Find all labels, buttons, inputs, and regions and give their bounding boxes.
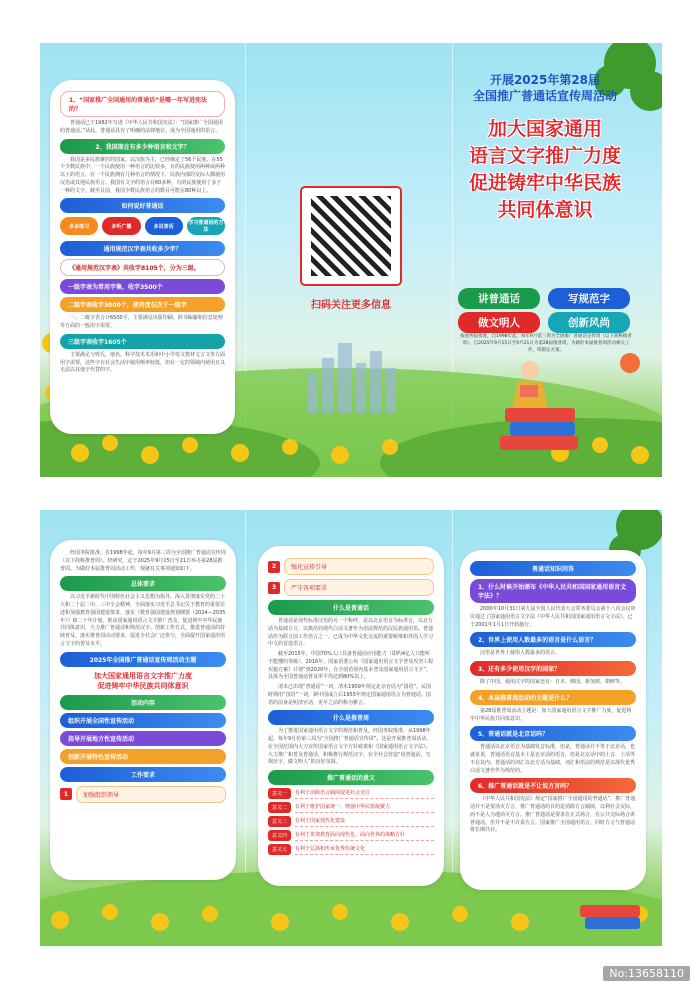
body-text: 普通话是现代标准汉语的另一个称呼，是以北京语音为标准音，以北方话为基础方言，以典范的现代白话文著作为语法规范的汉民族通用语。普通话作为联合国工作语言之一，已成为中华文化交流的重要桥梁和外国人学习中文的首选语言。 [268, 618, 434, 648]
requirement-label: 加强组织领导 [76, 786, 226, 803]
answer-text: 主要满足与姓氏、地名、科学技术术语和中小学语文教材文言文等方面用字需要，这些字在社会生活中使用频率较低，但在一定的领域内使用且又无法以其他字代替的字。 [60, 351, 226, 374]
section-heading: 推广普通话的意义 [268, 770, 434, 785]
requirement-row [268, 579, 434, 596]
question-heading: 1、什么时候开始颁布《中华人民共和国国家通用语言文字法》？ [470, 579, 636, 603]
activity-item: 指导开展地方性宣传活动 [60, 731, 226, 746]
method-tags [60, 217, 225, 235]
question-heading: 5、普通话就是北京话吗？ [470, 726, 636, 741]
panel-qa-card [50, 80, 235, 434]
section-heading: 如何说好普通话 [60, 198, 225, 213]
slogan-badge: 写规范字 [548, 288, 630, 309]
cover-subtitle-line: 全国推广普通话宣传周活动 [472, 89, 617, 104]
significance-tag: 意义二 [268, 802, 291, 813]
significance-tag: 意义五 [268, 844, 291, 855]
significance-tag: 意义四 [268, 830, 291, 841]
theme-text [60, 671, 226, 691]
slogan-badge: 创新风尚 [548, 312, 630, 333]
number-badge: 3 [268, 582, 280, 594]
cover-subtitle [428, 72, 662, 104]
slogan-badge: 做文明人 [458, 312, 540, 333]
section-heading: 总体要求 [60, 576, 226, 591]
activity-item: 创新开展特色宣传活动 [60, 749, 226, 764]
question-heading: 2、世界上使用人数最多的语言是什么语言？ [470, 632, 636, 647]
body-text: 以习近平新时代中国特色社会主义思想为指导，深入贯彻落实党的二十大和二十届二中、三中全会精神，全面落实习近平总书记关于教育的重要论述和加强教育强国建设要求，落实《教育强国建设规划纲要（2024—2035年）》和二十年计划，推动国家通用语言文字推广普及。促进铸牢中华民族共同体意识，大力推广普通话和规范汉字。创新工作方式，推进普通话的持续普及。落实推普周活动要求，促进全社会广泛参与，全面提升国家通用语言文字的普及水平。 [60, 594, 226, 647]
cover-title-line: 语言文字推广力度 [468, 144, 621, 167]
theme-line: 加大国家通用语言文字推广力度 [94, 671, 192, 680]
method-tag: 多说普话 [145, 217, 183, 235]
question-heading: 6、推广普通话就是不让说方言吗？ [470, 778, 636, 793]
answer-text: 普通话已于1982年写进《中华人民共和国宪法》：“国家推广全国通用的普通话。”从此，普通话具有了明确的法律地位，成为全国通用的语言。 [60, 120, 223, 134]
method-tag: 多听广播 [102, 217, 140, 235]
significance-row [268, 830, 434, 841]
question-heading: 通用规范汉字表共收多少字？ [60, 241, 225, 256]
qr-caption: 扫码关注更多信息 [311, 300, 391, 311]
cover-title-line: 共同体意识 [497, 198, 593, 221]
significance-text: 有利于维护国家统一、增强中华民族凝聚力 [295, 803, 434, 813]
significance-row [268, 788, 434, 799]
cover-title-line: 加大国家通用 [487, 118, 602, 140]
panel-notice-card [50, 540, 236, 880]
answer-text: 一、二级字表合计6500字，主要满足出版印刷、辞书编纂和信息处理等方面的一般用字需要。 [60, 315, 223, 329]
section-heading: 什么是普通话 [268, 600, 434, 615]
method-tag: 多多练习 [60, 217, 98, 235]
significance-text: 有利于贯彻教育面向现代化、面向世界的战略方针 [295, 831, 434, 841]
answer-text: 第28届推普周活动主题是：加大国家通用语言文字推广力度，促进铸牢中华民族共同体意识。 [470, 707, 632, 722]
intro-text: 经国务院批准，自1998年起，每年9月第三周为全国推广普通话宣传周（以下简称推普周）。经研究，定于2025年9月15日至21日举办第28届推普周。为做好本届推普周活动工作，现就有关事项通知如下。 [60, 550, 226, 572]
section-heading: 2025年全国推广普通话宣传周活动主题 [60, 652, 226, 667]
question-heading: 1、“国家推广全国通用的普通话”是哪一年写进宪法的？ [60, 91, 225, 117]
significance-tag: 意义三 [268, 816, 291, 827]
significance-row [268, 816, 434, 827]
question-heading: 4、本届推普周活动的主题是什么？ [470, 690, 636, 705]
number-badge: 2 [268, 561, 280, 573]
body-text: 清末已出现“普通话”一词，清末1909年规定北京官话为“国语”，民国时期用“国语”一词，新中国成立后1955年规定国家通用语言为普通话。国语的前身是明清官话，更早之前的称为雅言。 [268, 684, 432, 706]
level-one: 一级字表为常用字集，收字3500个 [60, 279, 225, 294]
significance-text: 有利于国家现代化建设 [295, 817, 434, 827]
answer-text: 除了中国，使用汉字的国家还有：日本、韩国、新加坡、朝鲜等。 [480, 679, 626, 685]
answer-text: 《通用规范汉字表》共收字8105个，分为三级。 [60, 259, 225, 276]
cover-note: 按国务院批准，自1998年起，每年9月第三周为全国推广普通话宣传周（以下简称推普周）。自2025年9月15日至9月21日为第28届推普周，为做好本届推普周活动相关工作，特制定方案。 [460, 334, 632, 353]
body-text: 为了推进国家通用语言文字的规范和普及，经国务院批准，从1998年起，每年9月份第三周为“全国推广普通话宣传周”。这是开展推普周活动，在全国范围内大力宣传国家语言文字方针政策和《国家通用语言文字法》，大力推广和普及普通话，积极推行规范汉字，在全社会营造“说普通话，写规范字，做文明人”的良好氛围。 [268, 728, 432, 766]
significance-tag: 意义一 [268, 788, 291, 799]
method-tag: 学习普通话的方法 [187, 217, 225, 235]
requirement-row [268, 558, 434, 575]
activity-item: 组织开展全国性宣传活动 [60, 713, 226, 728]
question-heading: 2、我国现在有多少种语言和文字？ [60, 139, 225, 154]
number-badge: 1 [60, 788, 72, 800]
section-heading: 活动内容 [60, 695, 226, 710]
answer-text: 2000年10月31日第九届全国人民代表大会常务委员会第十八次会议审议通过了国家通用语言文字法《中华人民共和国国家通用语言文字法》，已于2001年1月1日开始施行。 [470, 606, 636, 628]
section-heading: 工作要求 [60, 767, 226, 782]
body-text: 截至2015年，中国70%人口具备普通话应用能力（即约4亿人只能听不能懂的等级）。2016年，国家语委公布《国家通用语言文字普及攻坚工程实施方案》计划“到2020年，在全国范围内基本普及国家通用语言文字”，具体为全国普通话普及率平均达到80%以上。 [268, 651, 434, 681]
watermark: No:13658110 [603, 966, 690, 981]
significance-text: 有利于消除语言隔阂促进社会交往 [295, 789, 434, 799]
significance-row [268, 802, 434, 813]
answer-text: 普通话以北京语音为基础发音标准，但是，普通话并不等于北京话。也就是说，普通话语音基本上是北京话的语音，但是北京话中的土音、土话等不在其内。普通话的词汇以北方话为基础，词汇和语法的规范是以现代优秀白话文著作作为规范的。 [470, 744, 636, 774]
question-heading: 3、还有多少使用汉字的国家？ [470, 661, 636, 676]
section-heading: 普通话知识问答 [470, 561, 636, 576]
answer-text: 《中华人民共和国宪法》规定“国家推广全国通用的普通话”，推广普通话并不是要消灭方言，推广普通话的目的是消除方言隔阂，以利社会交际，而不是人为地消灭方言。推广普通话是要求在正式场合，在公共交际场合讲普通话，但并不是不许说方言。国家推广全国通用语言，同时方言与普通话将长期共存。 [470, 796, 636, 834]
cover-title-line: 促进铸牢中华民族 [468, 171, 621, 194]
significance-text: 有利于弘扬和传承优秀传统文化 [295, 845, 434, 855]
panel-quiz-card [460, 550, 646, 890]
requirement-label: 强化宣传引导 [284, 558, 434, 575]
answer-text: 我国是多民族聚居的国家。以汉族为主，已经确定了56个民族。在55个少数民族中，一个民族使用一种语言的比较多，有的民族使用两种或两种以上的语言。在一个民族拥有几种语言的情况下，民族内部的交际大都使用汉语或其他民族语言。我国有文字的语言有60多种，有的民族使用了多于一种的文字。截至目前，我国少数民族语言的数目可能在80种以上。 [60, 156, 226, 194]
slogan-badge: 讲普通话 [458, 288, 540, 309]
answer-text: 汉语是世界上使用人数最多的语言。 [480, 650, 561, 657]
requirement-label: 严守各项要求 [284, 579, 434, 596]
section-heading: 什么是推普周 [268, 710, 434, 725]
cover-subtitle-line: 开展2025年第28届 [489, 73, 601, 87]
panel-what-card [258, 546, 444, 886]
theme-line: 促进铸牢中华民族共同体意识 [97, 681, 189, 690]
qr-code-frame[interactable] [300, 186, 402, 286]
significance-row [268, 844, 434, 855]
level-three: 三级字表收字1605个 [60, 334, 225, 349]
qr-code-icon [311, 196, 391, 276]
cover-title [428, 116, 662, 224]
level-two: 二级字表收字3000个，使用度仅次于一级字 [60, 297, 225, 312]
requirement-row [60, 786, 226, 803]
